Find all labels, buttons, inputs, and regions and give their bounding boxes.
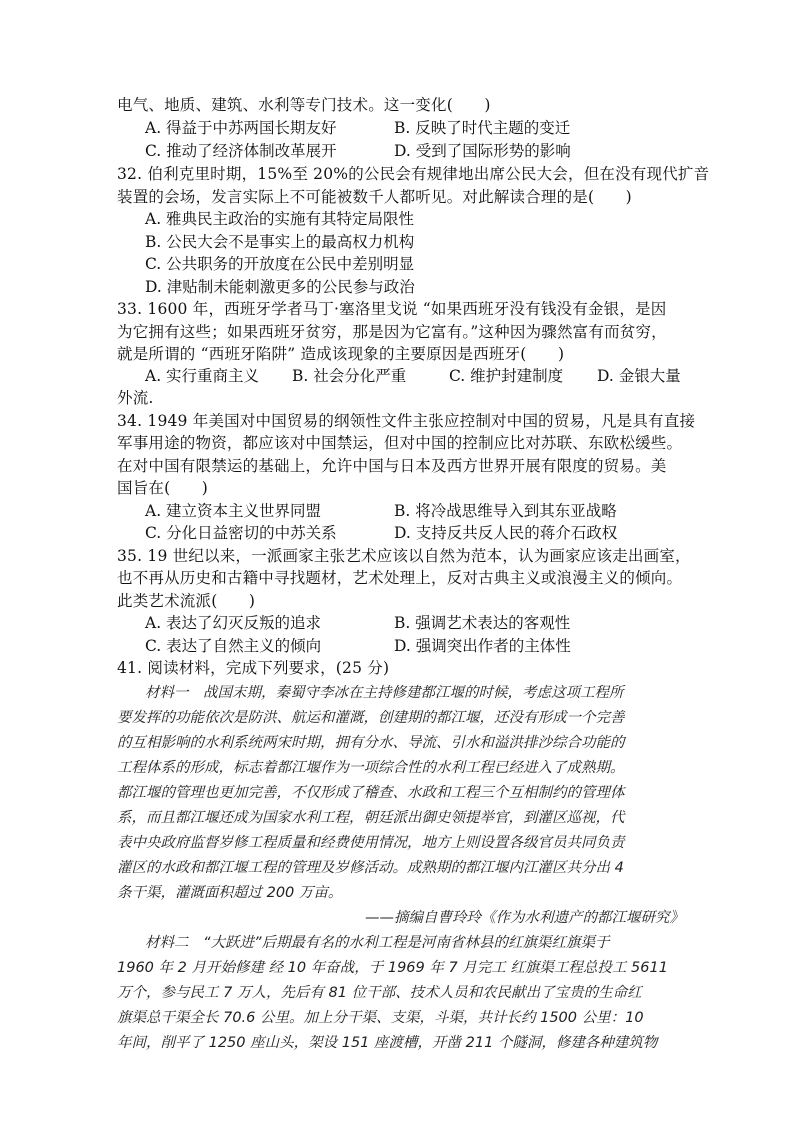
q34-option-b: B. 将冷战思维导入到其东亚战略: [394, 502, 617, 520]
q32-option-a: A. 雅典民主政治的实施有其特定局限性: [145, 210, 415, 228]
q34-stem-line: 国旨在( ): [117, 479, 208, 497]
q41-material1-line: 要发挥的功能依次是防洪、航运和灌溉，创建期的都江堰，还没有形成一个完善: [117, 710, 625, 726]
q32-option-d: D. 津贴制未能刺激更多的公民参与政治: [145, 278, 415, 296]
q33-stem-line: 就是所谓的 “西班牙陷阱” 造成该现象的主要原因是西班牙( ): [117, 345, 565, 363]
q35-stem-line: 此类艺术流派( ): [117, 592, 256, 610]
q41-material1-line: 工程体系的形成，标志着都江堰作为一项综合性的水利工程已经进入了成熟期。: [117, 760, 625, 776]
q35-option-c: C. 表达了自然主义的倾向: [145, 637, 322, 655]
q41-material2-line: 1960 年 2 月开始修建 经 10 年奋战，于 1969 年 7 月完工 红旗渠工程总投工 5611: [117, 960, 668, 976]
q41-material1-line: 灌区的水政和都江堰工程的管理及岁修活动。成熟期的都江堰内江灌区共分出 4: [117, 860, 624, 876]
q41-material1-line: 都江堰的管理也更加完善，不仅形成了稽查、水政和工程三个互相制约的管理体: [117, 785, 625, 801]
q33-option-d-wrap: 外流.: [117, 389, 154, 407]
q33-option-c: C. 维护封建制度: [449, 367, 564, 385]
q35-option-d: D. 强调突出作者的主体性: [394, 637, 571, 655]
q41-material2-line: 年间，削平了 1250 座山头，架设 151 座渡槽，开凿 211 个隧洞，修建各种建筑物: [117, 1035, 658, 1051]
q31-option-c: C. 推动了经济体制改革展开: [145, 142, 337, 160]
q33-stem-line: 为它拥有这些；如果西班牙贫穷，那是因为它富有。”这种因为骤然富有而贫穷，: [117, 323, 667, 341]
q33-stem-line: 33. 1600 年，西班牙学者马丁·塞洛里戈说 “如果西班牙没有钱没有金银，是因: [117, 300, 667, 318]
q34-option-c: C. 分化日益密切的中苏关系: [145, 524, 337, 542]
q31-tail: 电气、地质、建筑、水利等专门技术。这一变化( ): [117, 96, 491, 114]
q41-material1-line: 条干渠，灌溉面积超过 200 万亩。: [117, 885, 343, 901]
q41-title: 41. 阅读材料，完成下列要求，(25 分): [117, 659, 390, 677]
q33-option-d: D. 金银大量: [597, 367, 681, 385]
q31-option-b: B. 反映了时代主题的变迁: [394, 119, 571, 137]
q41-material1-source: ——摘编自曹玲玲《作为水利遗产的都江堰研究》: [365, 910, 684, 926]
q34-option-d: D. 支持反共反人民的蒋介石政权: [394, 524, 618, 542]
q41-material2-line: 材料二 “大跃进”后期最有名的水利工程是河南省林县的红旗渠红旗渠于: [145, 935, 610, 951]
q41-material1-line: 表中央政府监督岁修工程质量和经费使用情况，地方上则设置各级官员共同负责: [117, 835, 625, 851]
q31-option-d: D. 受到了国际形势的影响: [394, 142, 571, 160]
q32-stem-line: 装置的会场，发言实际上不可能被数千人都听见。对此解读合理的是( ): [117, 188, 632, 206]
q34-stem-line: 军事用途的物资，都应该对中国禁运，但对中国的控制应比对苏联、东欧松缓些。: [117, 434, 683, 452]
q31-option-a: A. 得益于中苏两国长期友好: [145, 119, 337, 137]
q41-material2-line: 旗渠总干渠全长 70.6 公里。加上分干渠、支渠，斗渠，共计长约 1500 公里：10: [117, 1010, 644, 1026]
q32-stem-line: 32. 伯利克里时期，15%至 20%的公民会有规律地出席公民大会，但在没有现代扩音: [117, 165, 710, 183]
q34-option-a: A. 建立资本主义世界同盟: [145, 502, 322, 520]
q41-material1-line: 的互相影响的水利系统两宋时期，拥有分水、导流、引水和溢洪排沙综合功能的: [117, 735, 625, 751]
q34-stem-line: 34. 1949 年美国对中国贸易的纲领性文件主张应控制对中国的贸易，凡是具有直接: [117, 412, 696, 430]
q35-stem-line: 35. 19 世纪以来，一派画家主张艺术应该以自然为范本，认为画家应该走出画室，: [117, 547, 691, 565]
q41-material1-line: 系，而且都江堰还成为国家水利工程，朝廷派出御史领提举官，到灌区巡视，代: [117, 810, 625, 826]
q41-material2-line: 万个，参与民工 7 万人，先后有 81 位干部、技术人员和农民献出了宝贵的生命红: [117, 985, 642, 1001]
q33-option-b: B. 社会分化严重: [292, 367, 407, 385]
q33-option-a: A. 实行重商主义: [145, 367, 260, 385]
q32-option-c: C. 公共职务的开放度在公民中差别明显: [145, 255, 415, 273]
q35-stem-line: 也不再从历史和古籍中寻找题材，艺术处理上，反对古典主义或浪漫主义的倾向。: [117, 569, 683, 587]
q32-option-b: B. 公民大会不是事实上的最高权力机构: [145, 233, 415, 251]
q35-option-b: B. 强调艺术表达的客观性: [394, 614, 571, 632]
q35-option-a: A. 表达了幻灭反叛的追求: [145, 614, 322, 632]
q41-material1-line: 材料一 战国末期，秦蜀守李冰在主持修建都江堰的时候，考虑这项工程所: [145, 685, 624, 701]
q34-stem-line: 在对中国有限禁运的基础上，允许中国与日本及西方世界开展有限度的贸易。美: [117, 457, 667, 475]
